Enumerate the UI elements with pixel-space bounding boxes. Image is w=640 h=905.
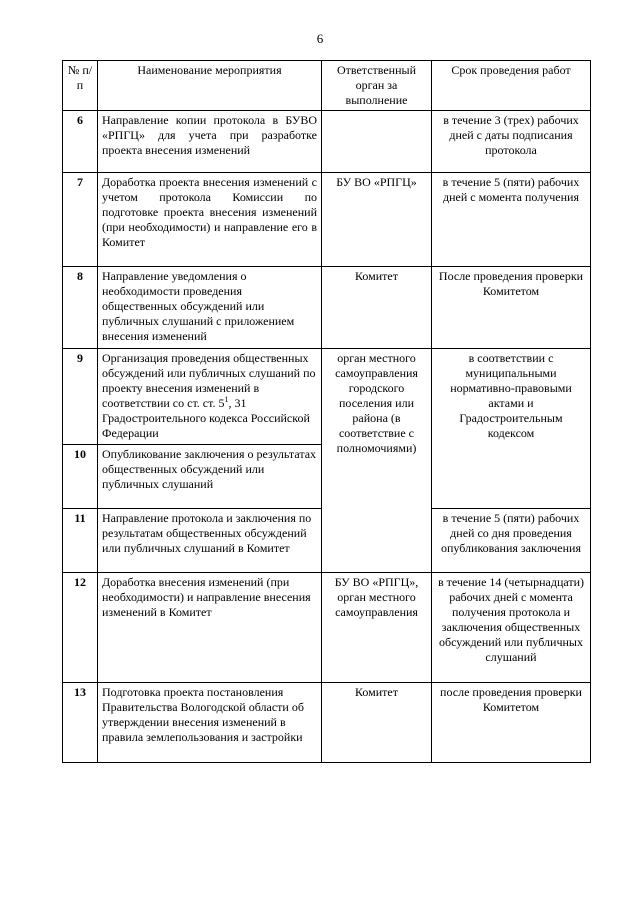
table-row bbox=[63, 173, 591, 267]
row-name: Направление копии протокола в БУВО «РПГЦ» для учета при разработке проекта внесения изменений bbox=[98, 111, 322, 173]
header-term: Срок проведения работ bbox=[432, 61, 591, 111]
row-name: Доработка проекта внесения изменений с учетом протокола Комиссии по подготовке проекта внесения изменений (при необходимости) и направление его в Комитет bbox=[98, 173, 322, 267]
row-org bbox=[322, 111, 432, 173]
row-name-text-end: , 31 Градостроительного кодекса Российской Федерации bbox=[102, 396, 310, 440]
table-row bbox=[63, 111, 591, 173]
row-name: Опубликование заключения о результатах общественных обсуждений или публичных слушаний bbox=[98, 445, 322, 509]
row-num: 7 bbox=[63, 173, 98, 267]
page-number: 6 bbox=[316, 31, 324, 46]
row-name-superscript: 1 bbox=[224, 395, 229, 404]
header-name: Наименование мероприятия bbox=[98, 61, 322, 111]
row-term: в течение 5 (пяти) рабочих дней со дня проведения опубликования заключения bbox=[432, 509, 591, 573]
table-row bbox=[63, 349, 591, 445]
row-org: БУ ВО «РПГЦ», орган местного самоуправления bbox=[322, 573, 432, 683]
row-org: Комитет bbox=[322, 683, 432, 763]
schedule-table bbox=[62, 60, 591, 763]
row-org: Комитет bbox=[322, 267, 432, 349]
row-org: орган местного самоуправления городского поселения или района (в соответствие с полномочиями) bbox=[322, 349, 432, 573]
row-term: в соответствии с муниципальными нормативно-правовыми актами и Градостроительным кодексом bbox=[432, 349, 591, 509]
row-num: 8 bbox=[63, 267, 98, 349]
row-num: 12 bbox=[63, 573, 98, 683]
row-term: в течение 5 (пяти) рабочих дней с момента получения bbox=[432, 173, 591, 267]
row-num: 6 bbox=[63, 111, 98, 173]
row-term: после проведения проверки Комитетом bbox=[432, 683, 591, 763]
row-num: 10 bbox=[63, 445, 98, 509]
table-row bbox=[63, 573, 591, 683]
row-name: Доработка внесения изменений (при необходимости) и направление внесения изменений в Комитет bbox=[98, 573, 322, 683]
table-row bbox=[63, 683, 591, 763]
row-name: Направление уведомления о необходимости проведения общественных обсуждений или публичных слушаний с приложением внесения изменений bbox=[98, 267, 322, 349]
row-name: Подготовка проекта постановления Правительства Вологодской области об утверждении внесения изменений в правила землепользования и застройки bbox=[98, 683, 322, 763]
header-row bbox=[63, 61, 591, 111]
row-term: в течение 3 (трех) рабочих дней с даты подписания протокола bbox=[432, 111, 591, 173]
header-org: Ответственный орган за выполнение bbox=[322, 61, 432, 111]
header-num: № п/п bbox=[63, 61, 98, 111]
row-term: После проведения проверки Комитетом bbox=[432, 267, 591, 349]
row-num: 9 bbox=[63, 349, 98, 445]
table-row bbox=[63, 267, 591, 349]
row-term: в течение 14 (четырнадцати) рабочих дней с момента получения протокола и заключения общественных обсуждений или публичных слушаний bbox=[432, 573, 591, 683]
row-name bbox=[98, 349, 322, 445]
row-num: 11 bbox=[63, 509, 98, 573]
row-org: БУ ВО «РПГЦ» bbox=[322, 173, 432, 267]
row-name-text: Организация проведения общественных обсуждений или публичных слушаний по проекту внесения изменений в соответствии со ст. ст. 5 bbox=[102, 351, 316, 410]
row-num: 13 bbox=[63, 683, 98, 763]
row-name: Направление протокола и заключения по результатам общественных обсуждений или публичных слушаний в Комитет bbox=[98, 509, 322, 573]
